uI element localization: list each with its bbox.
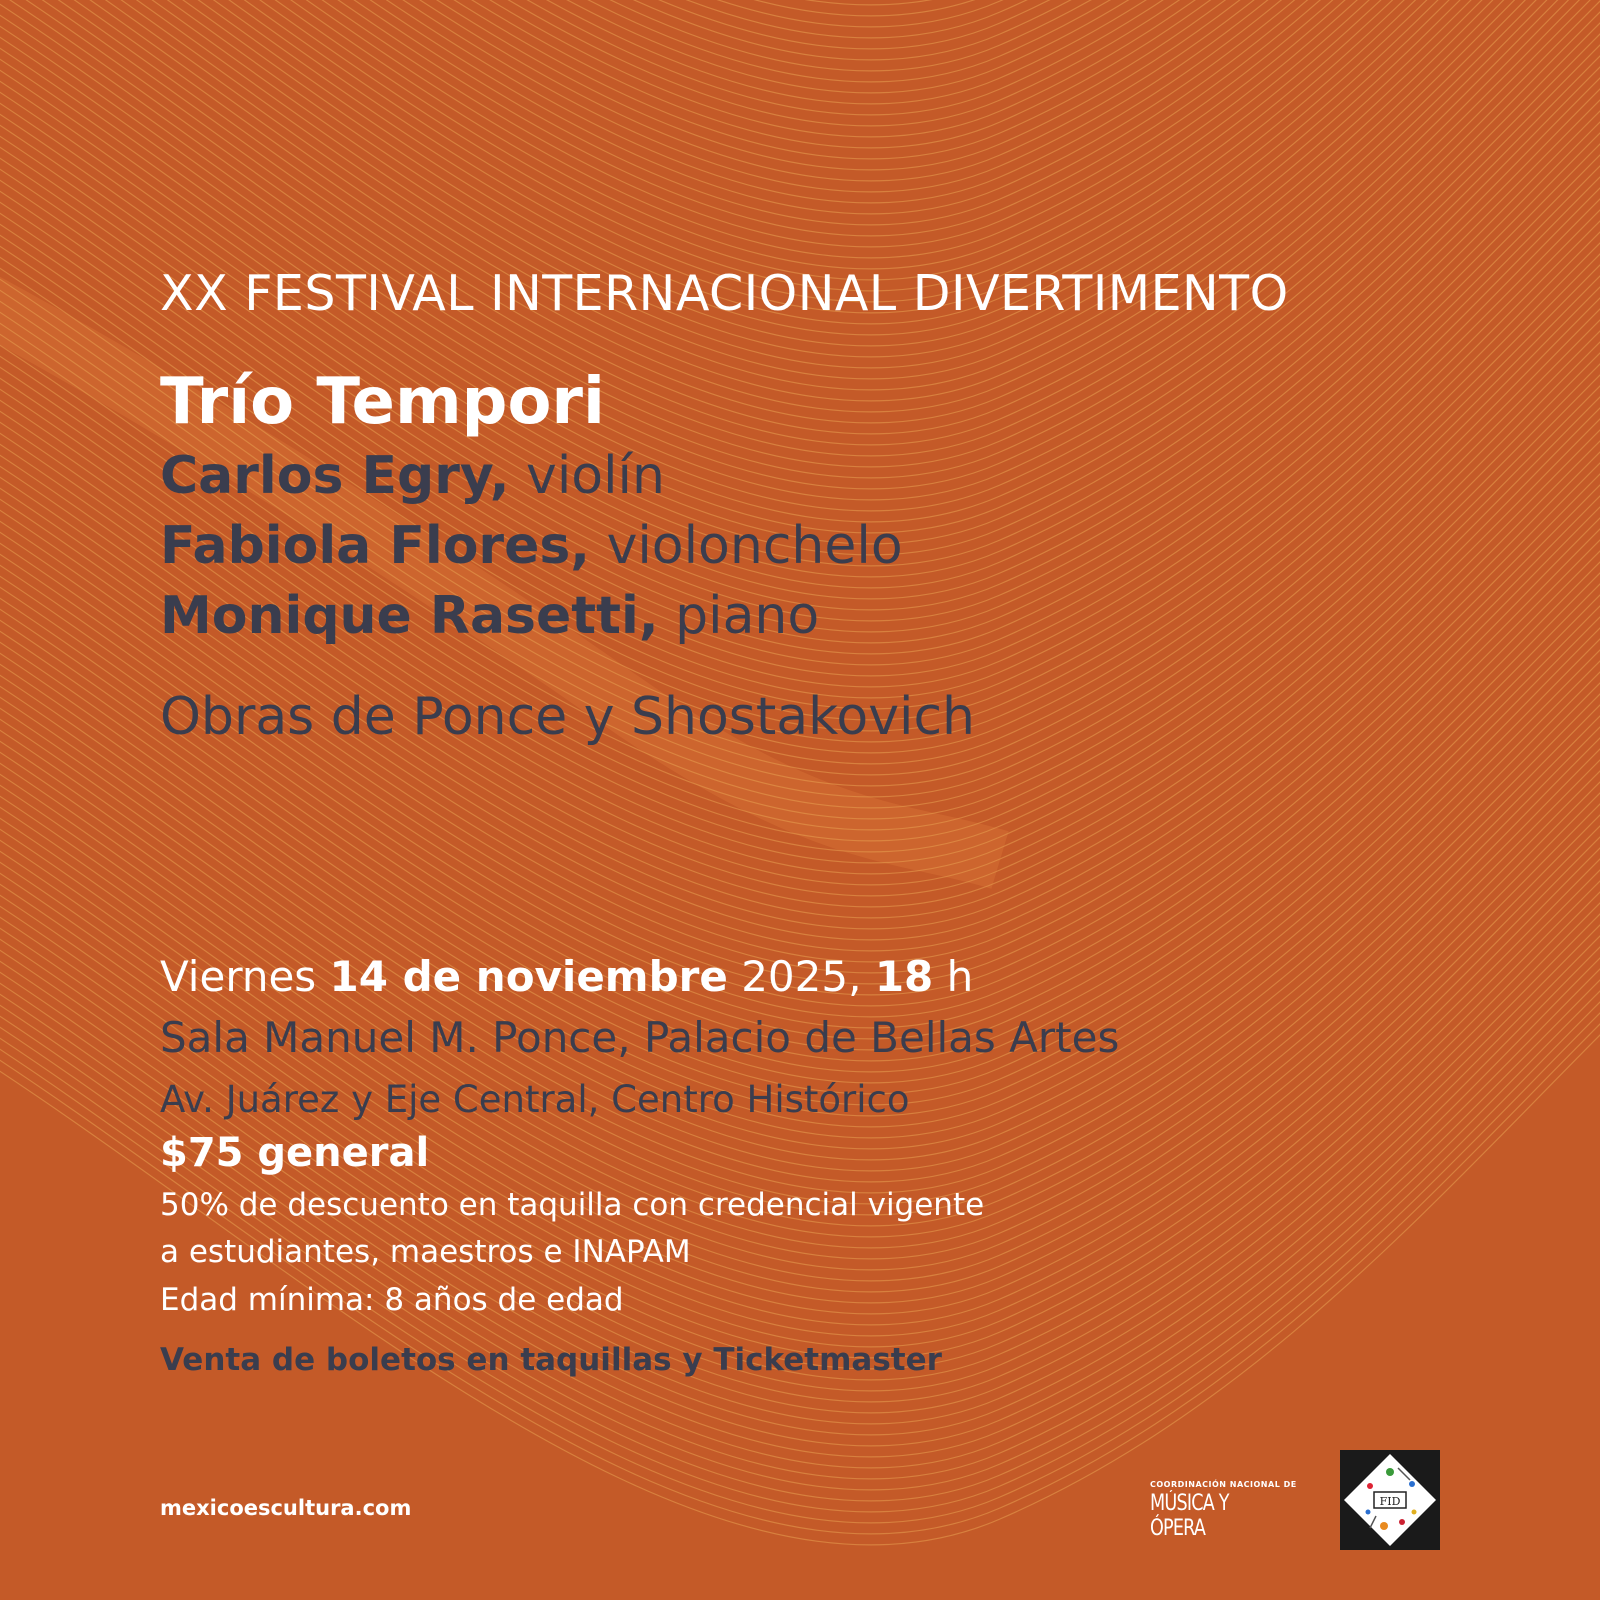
festival-title: XX FESTIVAL INTERNACIONAL DIVERTIMENTO [160,265,1289,322]
works-program: Obras de Ponce y Shostakovich [160,687,975,747]
wave-line [0,0,1600,5]
wave-line [0,0,1600,27]
wave-line [0,0,1600,379]
wave-line [0,0,1600,159]
date-year: 2025, [741,952,862,1001]
wave-line [0,0,1600,93]
member-name: Carlos Egry, [160,446,510,506]
ticket-sales: Venta de boletos en taquillas y Ticketmaster [160,1342,942,1378]
member-instrument: violín [526,446,665,506]
wave-line [0,0,1600,71]
fid-logo [1340,1450,1440,1550]
discount-line-2: a estudiantes, maestros e INAPAM [160,1234,691,1270]
member-line [160,516,903,576]
wave-line [0,0,1600,181]
cnmo-logo-line1: COORDINACIÓN NACIONAL DE [1150,1480,1297,1489]
member-instrument: violonchelo [606,516,903,576]
wave-line [0,0,1600,225]
minimum-age: Edad mínima: 8 años de edad [160,1282,624,1318]
member-line [160,446,665,506]
fid-logo-icon [1340,1450,1440,1550]
member-instrument: piano [675,586,820,646]
date-time: 18 [874,952,934,1001]
address: Av. Juárez y Eje Central, Centro Histórico [160,1078,910,1121]
website-link[interactable]: mexicoescultura.com [160,1496,412,1520]
wave-line [0,0,1600,401]
date-unit: h [946,952,974,1001]
date-day: 14 de noviembre [329,952,728,1001]
member-name: Monique Rasetti, [160,586,659,646]
member-name: Fabiola Flores, [160,516,591,576]
wave-line [0,0,1600,291]
price: $75 general [160,1130,430,1176]
venue: Sala Manuel M. Ponce, Palacio de Bellas Artes [160,1013,1120,1062]
event-date [160,952,973,1001]
cnmo-logo [1150,1480,1310,1541]
fid-logo-text: FID [1379,1495,1401,1508]
discount-line-1: 50% de descuento en taquilla con credencial vigente [160,1187,985,1223]
ensemble-name: Trío Tempori [160,365,605,439]
cnmo-logo-line2: MÚSICA Y ÓPERA [1150,1491,1229,1541]
date-weekday: Viernes [160,952,317,1001]
member-line [160,586,819,646]
wave-line [0,0,1600,247]
